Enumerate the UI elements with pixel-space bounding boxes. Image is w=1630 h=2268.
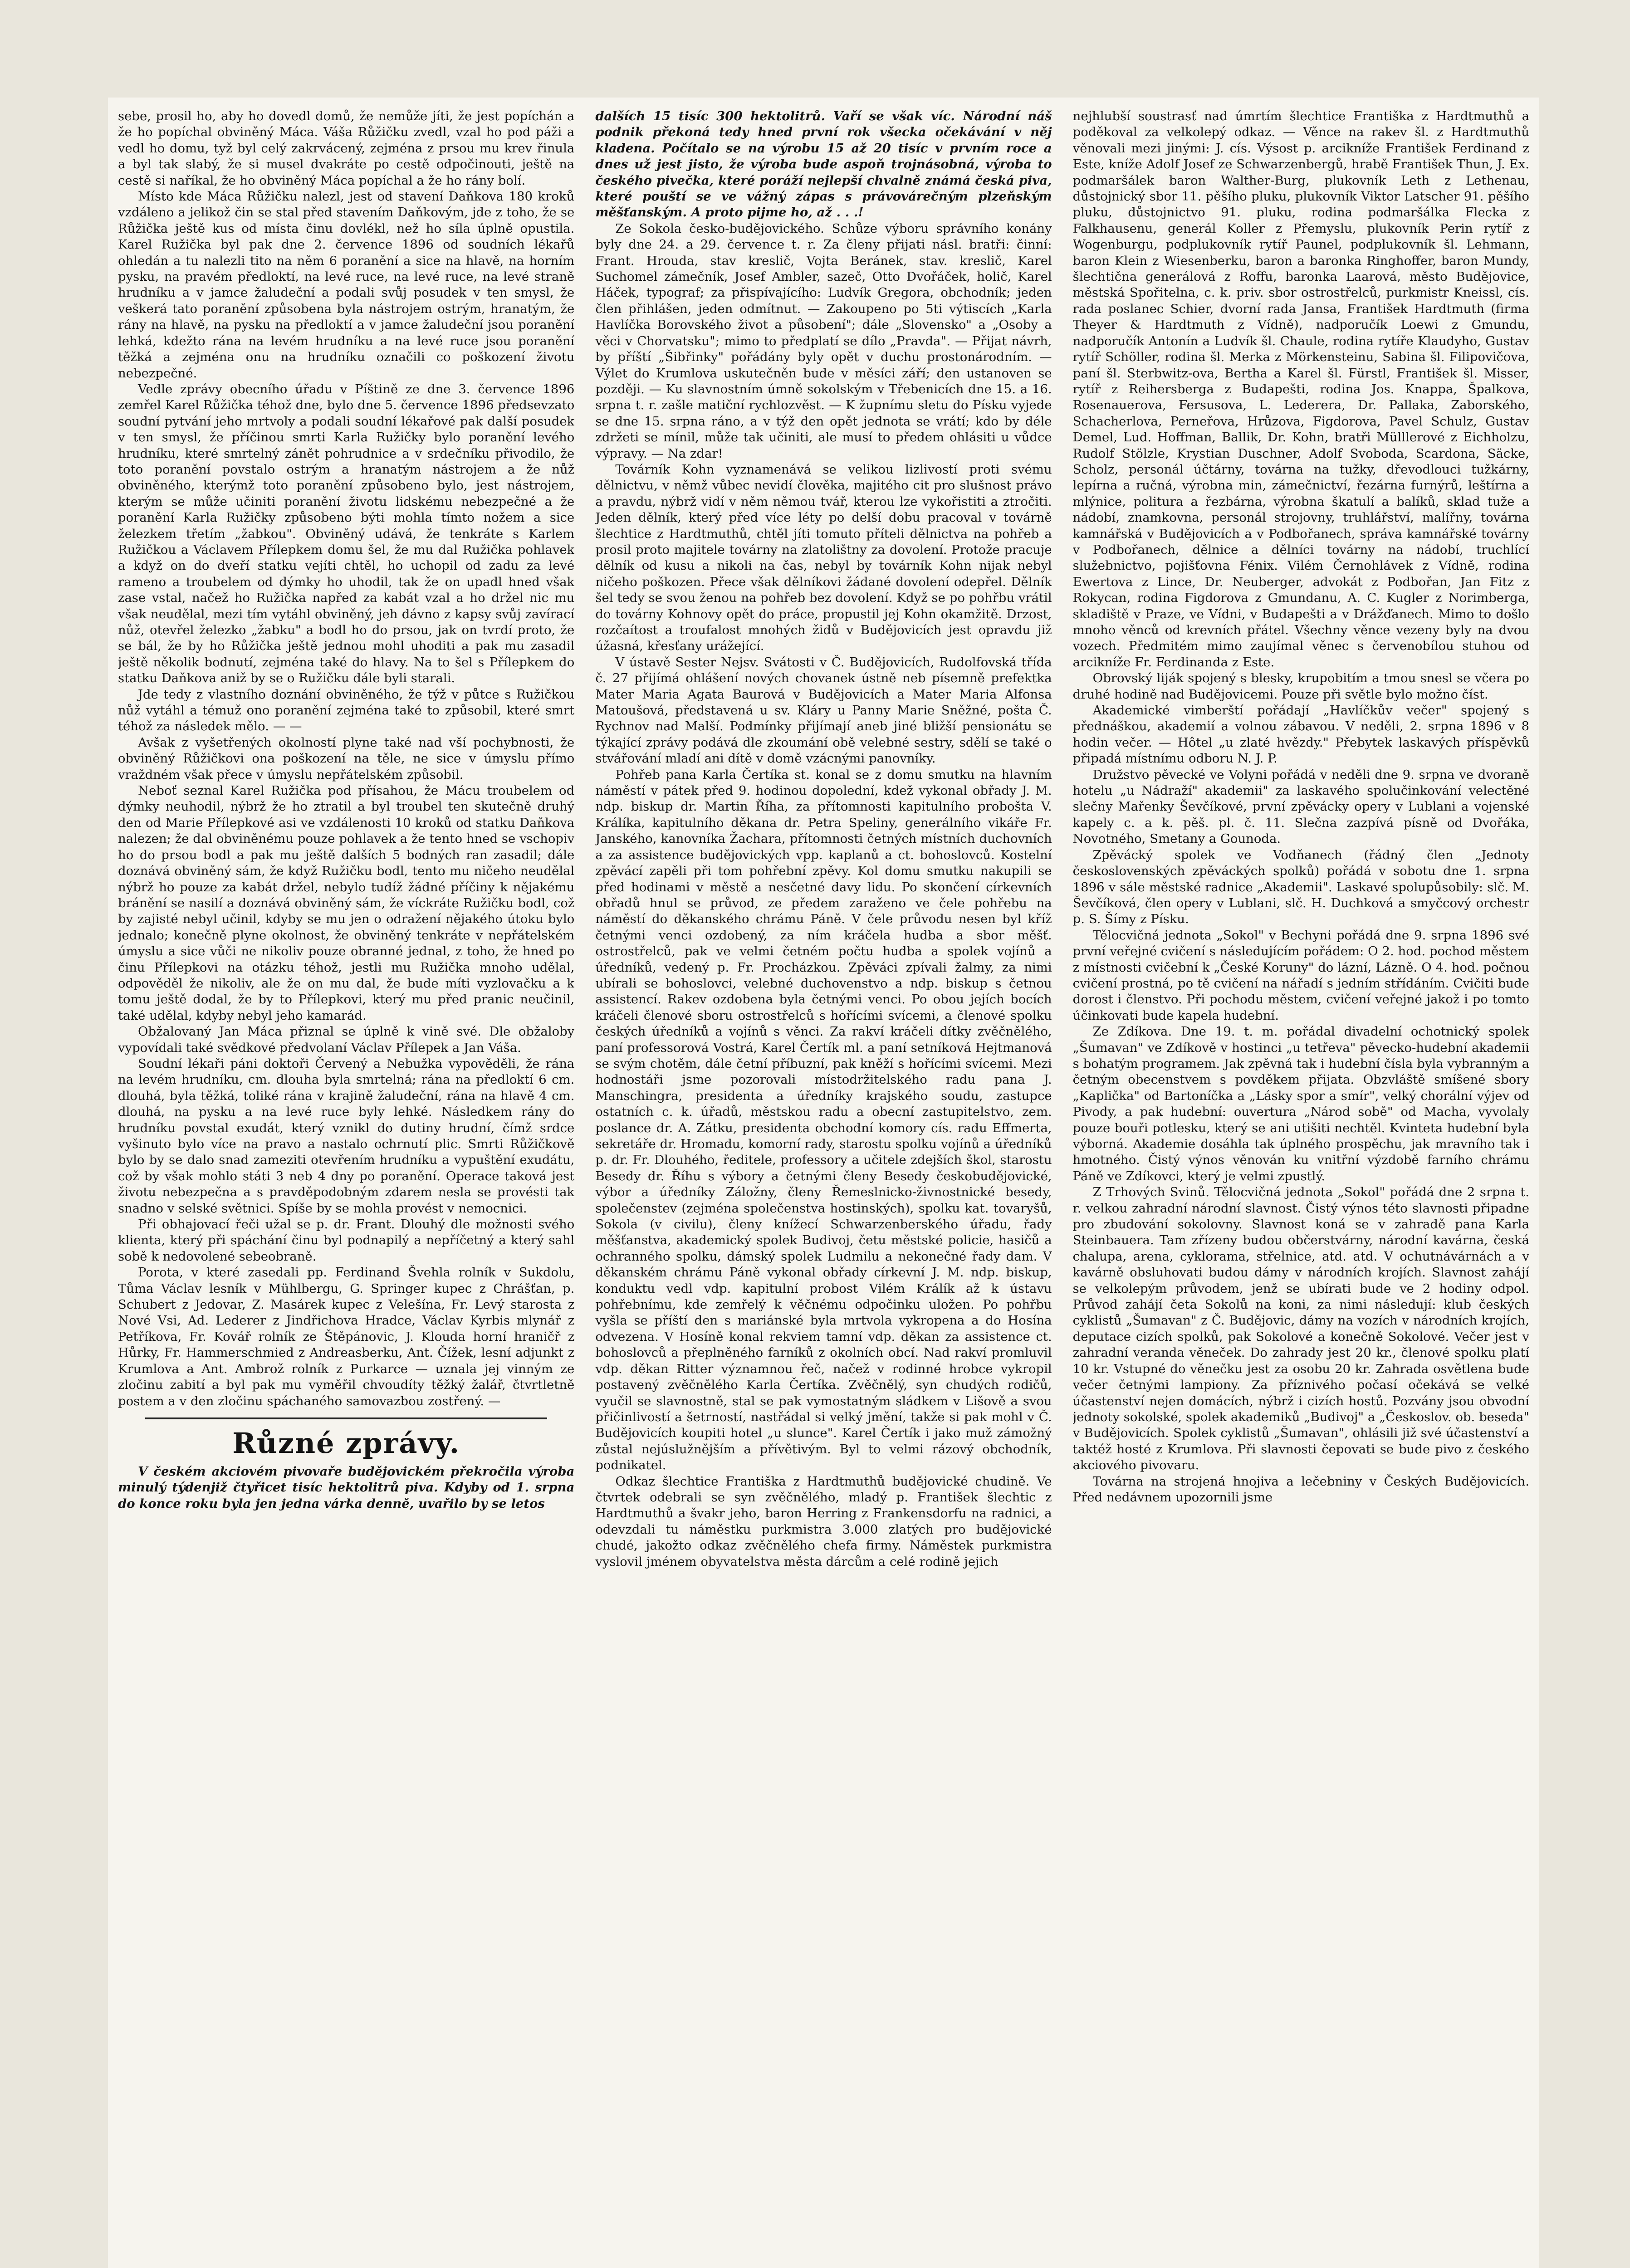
text-columns	[118, 108, 1529, 2268]
article-paragraph: Odkaz šlechtice Františka z Hardtmuthů budějovické chudině. Ve čtvrtek odebrali se syn zvěčnělého, mladý p. František šlechtic z Hardtmuthů a švakr jeho, baron Herring z Frankensdorfu na radnici, a odevzdali tu náměstku purkmistra 3.000 zlatých pro budějovické chudé, jakožto odkaz zvěčnělého chefa firmy. Náměstek purkmistra vyslovil jménem obyvatelstva města dárcům a celé rodině jejich	[595, 1474, 1052, 1569]
article-paragraph: Ze Zdíkova. Dne 19. t. m. pořádal divadelní ochotnický spolek „Šumavan" ve Zdíkově v hostinci „u tetřeva" pěvecko-hudební akademii s bohatým programem. Jak zpěvná tak i hudební čísla byla vybranným a četným obecenstvem s povděkem přijata. Obzvláště smíšené sbory „Kaplička" od Bartoníčka a „Lásky spor a smír", velký chorální výjev od Pivody, a pak hudební: ouvertura „Národ sobě" od Macha, vyvolaly pouze bouři potlesku, který se ani utišiti nechtěl. Kvinteta hudební byla výborná. Akademie dosáhla tak úplného prospěchu, jak mravního tak i hmotného. Čistý výnos věnován ku vnitřní výzdobě farního chrámu Páně ve Zdíkovci, který je velmi zpustlý.	[1072, 1024, 1529, 1183]
article-paragraph: Při obhajovací řeči užal se p. dr. Frant. Dlouhý dle možnosti svého klienta, který při spáchání činu byl podnapilý a nepříčetný a který sahl sobě k nedovolené sebeobraně.	[118, 1217, 575, 1264]
article-paragraph: dalších 15 tisíc 300 hektolitrů. Vaří se však víc. Národní náš podnik překoná tedy hned první rok všecka očekávání v něj kladena. Počítalo se na výrobu 15 až 20 tisíc v prvním roce a dnes už jest jisto, že výroba bude aspoň trojnásobná, výroba to českého pivečka, které poráží nejlepší chvalně známá česká piva, které pouští se ve vážný zápas s právovárečným plzeňským měšťanským. A proto pijme ho, až . . .!	[595, 109, 1052, 220]
column-left	[118, 108, 574, 2268]
article-paragraph: Obrovský liják spojený s blesky, krupobitím a tmou snesl se včera po druhé hodině nad Budějovicemi. Pouze při světle bylo možno číst.	[1072, 671, 1529, 702]
section-divider	[145, 1418, 547, 1419]
article-paragraph: Továrna na strojená hnojiva a lečebniny v Českých Budějovicích. Před nedávnem upozornili jsme	[1072, 1474, 1529, 1505]
article-paragraph: Tělocvičná jednota „Sokol" v Bechyni pořádá dne 9. srpna 1896 své první veřejné cvičení s následujícím pořádem: O 2. hod. pochod městem z místnosti cvičební k „České Koruny" do lázní, Lázně. O 4. hod. počnou cvičení prostná, po tě cvičení na nářadí s jedním střídáním. Cvičiti bude dorost i členstvo. Při pochodu městem, cvičení veřejné jakož i po tomto účinkovati bude kapela hudební.	[1072, 928, 1529, 1023]
article-paragraph: nejhlubší soustrasť nad úmrtím šlechtice Františka z Hardtmuthů a poděkoval za velkolepý odkaz. — Věnce na rakev šl. z Hardtmuthů věnovali mezi jinými: J. cís. Výsost p. arcikníže František Ferdinand z Este, kníže Adolf Josef ze Schwarzenbergů, hrabě František Thun, J. Ex. podmaršálek baron Walther-Burg, plukovník Leth z Lethenau, důstojnický sbor 11. pěšího pluku, plukovník Viktor Latscher 91. pěšího pluku, důstojnictvo 91. pluku, rodina podmaršálka Flecka z Falkhausenu, generál Koller z Přemyslu, plukovník Perin rytíř z Wogenburgu, podplukovník rytíř Paunel, podplukovník šl. Lehmann, baron Klein z Wiesenberku, baron a baronka Ringhoffer, baron Mundy, šlechtična generálová z Roffu, baronka Laarová, město Budějovice, městská Spořitelna, c. k. priv. sbor ostrostřelců, purkmistr Kneissl, cís. rada poslanec Schier, dvorní rada Jansa, František Hardtmuth (firma Theyer & Hardtmuth z Vídně), nadporučík Loewi z Gmundu, nadporučík Antonín a Ludvík šl. Chaule, rodina rytíře Klaudyho, Gustav rytíř Schöller, rodina šl. Merka z Mörkensteinu, Sabina šl. Filipovičova, paní šl. Sterbwitz-ova, Bertha a Karel šl. Fürstl, František šl. Misser, rytíř z Reihersberga z Budapešti, rodina Jos. Knappa, Špalkova, Rosenauerova, Fersusova, L. Lederera, Dr. Pallaka, Zaborského, Schacherlova, Perneřova, Hrůzova, Figdorova, Pavel Schulz, Gustav Demel, Lud. Hoffman, Ballik, Dr. Kohn, bratři Mülllerové z Eichholzu, Rudolf Stölzle, Krystian Duschner, Adolf Svoboda, Scardona, Säcke, Scholz, personál účtárny, továrna na tužky, dřevodlouci tužkárny, lepírna a ručná, výrobna min, zámečnictví, řezárna furnýrů, leštírna a mlýnice, politura a řezbárna, výrobna škatulí a balíků, sklad tuže a nádobí, znamkovna, personál strojovny, truhlářství, malířny, továrna kamnářská v Budějovicích a v Podbořanech, správa kamnářské továrny v Podbořanech, dělnice a dělníci továrny na nádobí, truchlící služebnictvo, pojišťovna Fénix. Vilém Černohlávek z Vídně, rodina Ewertova z Lince, Dr. Neuberger, advokát z Podbořan, Jan Fitz z Rokycan, rodina Figdorova z Gmundanu, A. C. Kugler z Norimberga, skladiště v Praze, ve Vídni, v Budapešti a v Drážďanech. Mimo to došlo mnoho věnců od krevních přátel. Všechny věnce vezeny byly na dvou vozech. Předmitém mimo zaujímal věnec s červenobílou stuhou od arcikníže Fr. Ferdinanda z Este.	[1072, 109, 1529, 670]
article-paragraph: Soudní lékaři páni doktoři Červený a Nebužka vypověděli, že rána na levém hrudníku, cm. dlouha byla smrtelná; rána na předloktí 6 cm. dlouhá, byla těžká, toliké rána v krajině žaludeční, rána na hlavě 4 cm. dlouhá, na pysku a na levé ruce byly lehké. Následkem rány do hrudníku povstal exudát, který vznikl do dutiny hrudní, čímž srdce vyšinuto bylo více na pravo a nastalo ochrnutí plic. Smrti Růžičkově bylo by se dalo snad zameziti otevřením hrudníku a vypuštění exudátu, což by však mohlo státi 3 neb 4 dny po poranění. Operace taková jest životu nebezpečna a s pravděpodobným zdarem nesla se provésti tak snadno v selské světnici. Spíše by se mohla provést v nemocnici.	[118, 1056, 575, 1216]
article-paragraph: Továrník Kohn vyznamenává se velikou lizlivostí proti svému dělnictvu, v němž vůbec nevidí člověka, majitého cit pro slušnost právo a pravdu, nýbrž vidí v něm němou tvář, kterou lze vykořistiti a ztročiti. Jeden dělník, který před více léty po delší dobu pracoval v továrně šlechtice z Hardtmuthů, chtěl jíti tomuto příteli dělnictva na pohřeb a prosil proto majitele továrny na zlatolištny za dovolení. Protože pracuje dělník od kusu a nikoli na čas, nebyl by továrník Kohn nijak nebyl ničeho poškozen. Přece však dělníkovi žádané dovolení odepřel. Dělník šel tedy se svou ženou na pohřeb bez dovolení. Když se po pohřbu vrátil do továrny Kohnovy opět do práce, propustil jej Kohn okamžitě. Drzost, rozčaítost a troufalost mnohých židů v Budějovicích jest opravdu již úžasná, křesťany urážející.	[595, 462, 1052, 654]
article-paragraph: Neboť seznal Karel Ružička pod přísahou, že Mácu troubelem od dýmky neuhodil, nýbrž že ho ztratil a byl troubel ten skutečně druhý den od Marie Přílepkové asi ve vzdálenosti 10 kroků od statku Daňkova nalezen; že dal obviněnému pouze pohlavek a že tento hned se vschopiv ho do prsou bodl a pak mu ještě dalších 5 bodných ran zasadil; dále doznává obviněný sám, že když Ružičku bodl, tento mu ničeho neudělal nýbrž ho pouze za kabát držel, nebylo tudíž žádné příčiny k nějakému bránění se nasilí a doznává obviněný sám, že víckráte Ružičku bodl, což by zajisté nebyl učinil, kdyby se mu jen o odražení nějakého útoku bylo jednalo; konečně plyne okolnost, že obviněný tenkráte v nepřátelském úmyslu a sice vůči ne nikoliv pouze obranné jednal, z toho, že hned po činu Přílepkovi na otázku téhož, jestli mu Ružička mnoho udělal, odpověděl že nikoliv, ale že on mu dal, že bude míti vyzlovačku a k tomu ještě dodal, že by to Přílepkovi, který mu před pranic neučinil, také udělal, kdyby nebyl jeho kamarád.	[118, 783, 575, 1023]
column-right	[1073, 108, 1529, 2268]
article-paragraph: Jde tedy z vlastního doznání obviněného, že týž v půtce s Ružičkou nůž vytáhl a témuž ono poranění zejména také to způsobil, které smrt téhož za následek mělo. — —	[118, 687, 575, 734]
article-paragraph: V českém akciovém pivovaře budějovickém překročila výroba minulý týdenjiž čtyřicet tisíc hektolitrů piva. Kdyby od 1. srpna do konce roku byla jen jedna várka denně, uvařilo by se letos	[118, 1464, 575, 1511]
column-middle	[595, 108, 1052, 2268]
article-paragraph: Z Trhových Svinů. Tělocvičná jednota „Sokol" pořádá dne 2 srpna t. r. velkou zahradní národní slavnost. Čistý výnos této slavnosti připadne pro zbudování sokolovny. Slavnost koná se v zahradě pana Karla Steinbauera. Tam zřízeny budou občerstvárny, národní kavárna, česká chalupa, arena, cyklorama, střelnice, atd. atd. V ochutnávárnách a v kavárně obsluhovati budou dámy v národních krojích. Slavnost zahájí se velkolepým průvodem, jenž se ubírati bude ve 2 hodiny odpol. Průvod zahájí četa Sokolů na koni, za nimi následují: klub českých cyklistů „Šumavan" z Č. Budějovic, dámy na vozích v národních krojích, deputace cizích spolků, pak Sokolové a konečně Sokolové. Večer jest v zahradní veranda věneček. Do zahrady jest 20 kr., členové spolku platí 10 kr. Vstupné do věnečku jest za osobu 20 kr. Zahrada osvětlena bude večer četnými lampiony. Za příznivého počasí očekává se velké účastenství nejen domácích, nýbrž i cizích hostů. Pozvány jsou obvodní jednoty sokolské, spolek akademiků „Budivoj" a „Českoslov. ob. beseda" v Budějovicích. Spolek cyklistů „Šumavan", ohlásili již své účastenství a taktéž hosté z Krumlova. Při slavnosti čepovati se bude pivo z českého akciového pivovaru.	[1072, 1185, 1529, 1473]
article-paragraph: Místo kde Máca Růžičku nalezl, jest od stavení Daňkova 180 kroků vzdáleno a jelikož čin se stal před stavením Daňkovým, jde z toho, že se Růžička ještě kus od místa činu dovlékl, než ho síla úplně opustila. Karel Ružička byl pak dne 2. července 1896 od soudních lékařů ohledán a tu nalezli tito na něm 6 poranění a sice na hlavě, na horním pysku, na pravém předloktí, na levé ruce, na levé ruce, na levé straně hrudníku a v jamce žaludeční a podali svůj posudek v ten smysl, že veškerá tato poranění způsobena byla nástrojem ostrým, hranatým, že rány na hlavě, na pysku na předloktí a v jamce žaludeční jsou poranění lehká, kdežto rána na levém hrudníku a na levé ruce jsou poranění těžká a zejména onu na hrudníku označili co poškození životu nebezpečné.	[118, 189, 575, 381]
article-paragraph: Avšak z vyšetřených okolností plyne také nad vší pochybnosti, že obviněný Růžičkovi ona poškození na těle, ne sice v úmyslu přímo vraždném však přece v úmyslu nepřátelském způsobil.	[118, 735, 575, 782]
article-paragraph: Ze Sokola česko-budějovického. Schůze výboru správního konány byly dne 24. a 29. července t. r. Za členy přijati násl. bratři: činní: Frant. Hrouda, stav kreslič, Vojta Beránek, stav. kreslič, Karel Suchomel zámečník, Josef Ambler, sazeč, Otto Dvořáček, holič, Karel Háček, typograf; za přispívajícího: Ludvík Gregora, obchodník; jeden člen přihlášen, jeden odmítnut. — Zakoupeno po 5ti výtiscích „Karla Havlíčka Borovského život a působení"; dále „Slovensko" a „Osoby a věci v Chorvatsku"; mimo to předplatí se dílo „Pravda". — Přijat návrh, by příští „Šibřinky" pořádány byly opět v duchu prostonárodním. — Výlet do Krumlova uskutečněn bude v měsíci září; den ustanoven se později. — Ku slavnostním úmně sokolským v Třebenicích dne 15. a 16. srpna t. r. zašle matiční rychlozvěst. — K župnímu sletu do Písku vyjede se dne 15. srpna ráno, a v týž den opět jednota se vrátí; kdo by déle zdržeti se mínil, může tak učiniti, ale musí to předem ohlásiti u vůdce výpravy. — Na zdar!	[595, 221, 1052, 461]
newspaper-page	[108, 98, 1539, 2268]
article-paragraph: Obžalovaný Jan Máca přiznal se úplně k vině své. Dle obžaloby vypovídali také svědkové předvolaní Václav Přílepek a Jan Váša.	[118, 1024, 575, 1055]
article-paragraph: Družstvo pěvecké ve Volyni pořádá v neděli dne 9. srpna ve dvoraně hotelu „u Nádraží" akademii" za laskavého spolučinkování velectěné slečny Mařenky Ševčíkové, první zpěvácky opery v Lublani a vojenské kapely c. a k. pěš. pl. č. 11. Slečna zazpívá písně od Dvořáka, Novotného, Smetany a Gounoda.	[1072, 767, 1529, 846]
article-paragraph: V ústavě Sester Nejsv. Svátosti v Č. Budějovicích, Rudolfovská třída č. 27 přijímá ohlášení nových chovanek ústně neb písemně prefektka Mater Maria Agata Baurová v Budějovicích a Mater Maria Alfonsa Matoušová, představená u sv. Kláry u Panny Marie Sněžné, pošta Č. Rychnov nad Malší. Podmínky přijímají aneb jiné bližší pensionátu se týkající zprávy podává dle zkoumání obě velebné sestry, sdělí se také o stvářování mladí ani dítě v domě vzácnými panovníky.	[595, 655, 1052, 766]
article-paragraph: Akademické vimberští pořádají „Havlíčkův večer" spojený s přednáškou, akademií a volnou zábavou. V neděli, 2. srpna 1896 v 8 hodin večer. — Hôtel „u zlaté hvězdy." Přebytek laskavých příspěvků připadá místnímu odboru N. J. P.	[1072, 703, 1529, 766]
article-paragraph: Vedle zprávy obecního úřadu v Píštině ze dne 3. července 1896 zemřel Karel Růžička téhož dne, bylo dne 5. července 1896 předsevzato soudní pytvání jeho mrtvoly a podali soudní lékařové pak další posudek v ten smysl, že příčinou smrti Karla Ružičky bylo poranění levého hrudníku, které smrtelný zánět pohrudnice a v srdečníku přivodilo, že toto poranění povstalo ostrým a hranatým nástrojem a že nůž obviněného, kterýmž toto poranění způsobeno bylo, jest nástrojem, kterým se může učiniti poranění životu lidskému nebezpečné a že poranění Karla Ružičky způsobeno býti mohla tímto nožem a sice železkem třetím „žabkou". Obviněný udává, že tenkráte s Karlem Ružičkou a Václavem Přílepkem domu šel, že mu dal Ružička pohlavek a když on do dveří statku vejíti chtěl, ho uchopil od zadu za levé rameno a troubelem od dýmky ho uhodil, tak že on upadl hned však zase vstal, načež ho Ružička napřed za kabát vzal a ho držel nic mu však neudělal, mezi tím vytáhl obviněný, jeh dávno z kapsy svůj zavírací nůž, otevřel železko „žabku" a bodl ho do prsou, jak on tvrdí proto, že se bál, že by ho Růžička ještě jednou mohl uhoditi a pak mu zasadil ještě několik bodnutí, zejména také do hlavy. Na to šel s Přílepkem do statku Daňkova aniž by se o Ružičku dále byli starali.	[118, 381, 575, 686]
article-paragraph: Zpěvácký spolek ve Vodňanech (řádný člen „Jednoty československých zpěváckých spolků) pořádá v sobotu dne 1. srpna 1896 v sále městské radnice „Akademii". Laskavé spolupůsobily: slč. M. Ševčíková, člen opery v Lublani, slč. H. Duchková a smyčcový orchestr p. S. Šímy z Písku.	[1072, 847, 1529, 927]
section-title: Různé zprávy.	[232, 1426, 460, 1460]
article-paragraph: Porota, v které zasedali pp. Ferdinand Švehla rolník v Sukdolu, Tůma Václav lesník v Mühlbergu, G. Springer kupec z Chrášťan, p. Schubert z Jedovar, Z. Masárek kupec z Velešína, Fr. Levý starosta z Nové Vsi, Ad. Lederer z Jindřichova Hradce, Václav Kyrbis mlynář z Petříkova, Fr. Kovář rolník ze Štěpánovic, J. Klouda horní hraničř z Hůrky, Fr. Hammerschmied z Andreasberku, Ant. Čížek, lesní adjunkt z Krumlova a Ant. Ambrož rolník z Purkarce — uznala jej vinným ze zločinu zabití a byl pak mu vyměřil chvoudíty těžký žalář, čtvrtletně postem a v den zločinu spáchaného samovazbou zostřený. —	[118, 1265, 575, 1408]
article-paragraph: sebe, prosil ho, aby ho dovedl domů, že nemůže jíti, že jest popíchán a že ho popíchal obviněný Máca. Váša Růžičku zvedl, vzal ho pod páži a vedl ho domu, tyž byl celý zakrvácený, zejména z prsou mu krev řinula a byl tak slabý, že si musel dvakráte po cestě odpočinouti, ještě na cestě si naříkal, že ho obviněný Máca popíchal a že ho rány bolí.	[118, 109, 575, 188]
article-paragraph: Pohřeb pana Karla Čertíka st. konal se z domu smutku na hlavním náměstí v pátek před 9. hodinou dopolední, kdež vykonal obřady J. M. ndp. biskup dr. Martin Říha, za přítomnosti kapitulního probošta V. Králíka, kapitulního děkana dr. Petra Speliny, generálního vikáře Fr. Janského, kanovníka Žachara, přítomnosti četných místních duchovních a za assistence budějovických vpp. kaplanů a ct. bohoslovců. Kostelní zpěvácí zapěli při tom pohřební zpěvy. Kol domu smutku nakupili se před hodinami v městě a nesčetné davy lidu. Po skončení církevních obřadů hnul se průvod, ze předem zaraženo ve čele pohřebu na náměstí do děkanského chrámu Páně. V čele průvodu nesen byl kříž četnými venci ozdobený, za ním kráčela hudba a sbor měšť. ostrostřelců, pak ve velmi četném počtu hudba a spolek vojínů a úředníků, vedený p. Fr. Procházkou. Zpěváci zpívali žalmy, za nimi ubírali se bohoslovci, velebné duchovenstvo a ndp. biskup s četnou assistencí. Rakev ozdobena byla četnými venci. Po obou jejích bocích kráčeli členové sboru ostrostřelců s hořícími svícemi, a členové spolku českých úředníků a vojínů s věnci. Za rakví kráčeli dítky zvěčnělého, paní professorová Vostrá, Karel Čertík ml. a paní setníková Hejtmanová se svým chotěm, dále četní příbuzní, pak kněží s hořícími svícemi. Mezi hodnostáři jsme pozorovali místodržitelského radu pana J. Manschingra, presidenta a úředníky krajského soudu, zastupce ostatních c. k. úřadů, městskou radu a obecní zastupitelstvo, zem. poslance dr. A. Zátku, presidenta obchodní komory cís. radu Effmerta, sekretáře dr. Hromadu, komorní rady, starostu spolku vojínů a úředníků p. dr. Fr. Dlouhého, ředitele, professory a učitele zdejších škol, starostu Besedy dr. Říhu s výbory a četnými členy Besedy českobudějovické, výbor a úředníky Záložny, členy Řemeslnicko-živnostnické besedy, společenstev (zejména společenstva hostinských), spolku kat. tovaryšů, Sokola (v civilu), členy knížecí Schwarzenberského úřadu, řady měšťanstva, akademický spolek Budivoj, četu městské policie, hasičů a ochranného spolku, dámský spolek Ludmilu a nekonečné řady dam. V děkanském chrámu Páně vykonal obřady církevní J. M. ndp. biskup, konduktu vedl vdp. kapitulní probost Vilém Králík až k ústavu pohřebnímu, kde zemřelý k věčnému odpočinku uložen. Po pohřbu vyšla se příští den s mariánské byla mrtvola vykropena a do Hosína odvezena. V Hosíně konal rekviem tamní vdp. děkan za assistence ct. bohoslovců a přeplněného farníků z okolních obcí. Nad rakví promluvil vdp. děkan Ritter významnou řeč, načež v rodinné hrobce vykropil postavený zvěčnělého Karla Čertíka. Zvěčnělý, syn chudých rodičů, vyučil se slavnostně, stal se pak vymostatným sládkem v Lišově a svou přičinlivostí a šetrností, nastřádal si velký jmění, takže si pak mohl v Č. Budějovicích koupiti hotel „u slunce". Karel Čertík i jako muž zámožný zůstal nejúslužnějším a přívětivým. Byl to velmi rázový obchodník, podnikatel.	[595, 767, 1052, 1473]
